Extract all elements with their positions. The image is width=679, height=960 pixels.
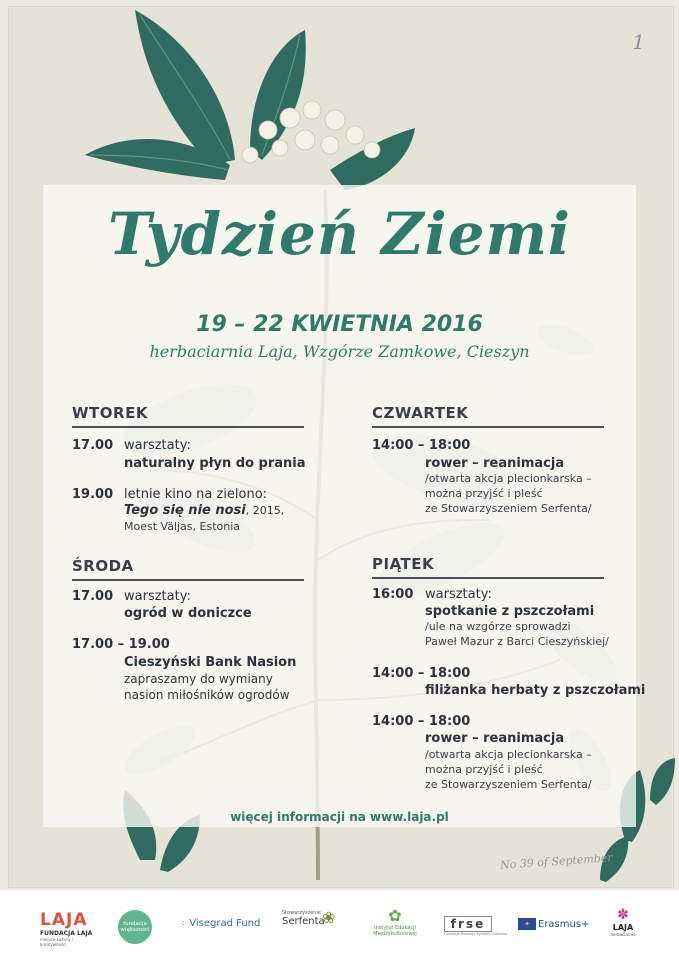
event-title: spotkanie z pszczołami	[425, 604, 595, 619]
sponsor-logos-bar	[0, 890, 679, 960]
event-desc: ze Stowarzyszeniem Serfenta/	[425, 502, 592, 515]
event-time: 17.00 – 19.00	[72, 637, 170, 652]
event-time: 17.00	[72, 589, 114, 604]
event-time: 14:00 – 18:00	[372, 714, 471, 729]
laja-herbaciarnia-logo: ✽ LAJA herbaciarnia	[610, 907, 636, 937]
event-desc: można przyjść i pleść	[425, 487, 543, 500]
laja-flower-icon: ✽	[617, 907, 629, 923]
basket-icon: ❀	[322, 908, 336, 927]
event-label: letnie kino na zielono:	[124, 487, 268, 502]
laja-foundation-logo: LAJA FUNDACJA LAJA miejsce kultury i kreatywności	[40, 910, 93, 947]
day-heading-piatek: PIĄTEK	[372, 555, 604, 579]
fundacja-wiekszosci-logo: fundacja większości	[118, 910, 152, 944]
event-label: warsztaty:	[124, 438, 191, 453]
event-title: rower – reanimacja	[425, 456, 565, 471]
event-desc: /ule na wzgórze sprowadzi	[425, 620, 571, 633]
day-heading-sroda: ŚRODA	[72, 557, 304, 581]
film-title: Tego się nie nosi	[124, 503, 246, 518]
event-venue: herbaciarnia Laja, Wzgórze Zamkowe, Cieszyn	[149, 342, 530, 361]
event-time: 14:00 – 18:00	[372, 438, 471, 453]
event-title: ogród w doniczce	[124, 606, 252, 621]
serfenta-logo: Stowarzyszenie Serfenta ❀	[282, 908, 336, 927]
event-dates: 19 – 22 KWIETNIA 2016	[196, 312, 483, 337]
event-time: 14:00 – 18:00	[372, 666, 471, 681]
event-desc: można przyjść i pleść	[425, 763, 543, 776]
eu-flag-icon: ✦	[518, 918, 536, 930]
day-heading-czwartek: CZWARTEK	[372, 404, 604, 428]
event-desc: Paweł Mazur z Barci Cieszyńskiej/	[425, 635, 609, 648]
event-title: Cieszyński Bank Nasion	[124, 655, 297, 670]
instytut-logo: ✿ Instytut Edukacji Międzykulturowej	[373, 906, 417, 937]
day-heading-wtorek: WTOREK	[72, 404, 304, 428]
page-title: Tydzień Ziemi	[108, 200, 571, 268]
more-info-link[interactable]: więcej informacji na www.laja.pl	[230, 810, 449, 824]
visegrad-fund-logo: ⁘ Visegrad Fund	[180, 918, 261, 929]
event-desc: /otwarta akcja plecionkarska –	[425, 748, 592, 761]
event-desc: zapraszamy do wymiany	[124, 672, 273, 686]
film-year: , 2015,	[245, 504, 285, 517]
erasmus-logo: ✦ Erasmus+	[518, 918, 589, 930]
handwritten-note: No 39 of September	[499, 851, 614, 872]
event-label: warsztaty:	[425, 587, 492, 602]
page-number: 1	[632, 30, 645, 54]
visegrad-dots-icon: ⁘	[180, 919, 190, 928]
film-title-line	[124, 503, 284, 518]
film-note: Moest Väljas, Estonia	[124, 520, 241, 533]
event-time: 19.00	[72, 487, 114, 502]
event-time: 16:00	[372, 587, 414, 602]
event-label: warsztaty:	[124, 589, 191, 604]
event-time: 17.00	[72, 438, 114, 453]
event-desc: ze Stowarzyszeniem Serfenta/	[425, 778, 592, 791]
event-title: naturalny płyn do prania	[124, 456, 306, 471]
event-desc: /otwarta akcja plecionkarska –	[425, 472, 592, 485]
event-desc: nasion miłośników ogrodów	[124, 688, 290, 702]
event-title: rower – reanimacja	[425, 731, 565, 746]
event-title: filiżanka herbaty z pszczołami	[425, 683, 646, 698]
flower-icon: ✿	[388, 906, 402, 925]
frse-logo: frse Fundacja Rozwoju Systemu Edukacji	[444, 917, 508, 936]
